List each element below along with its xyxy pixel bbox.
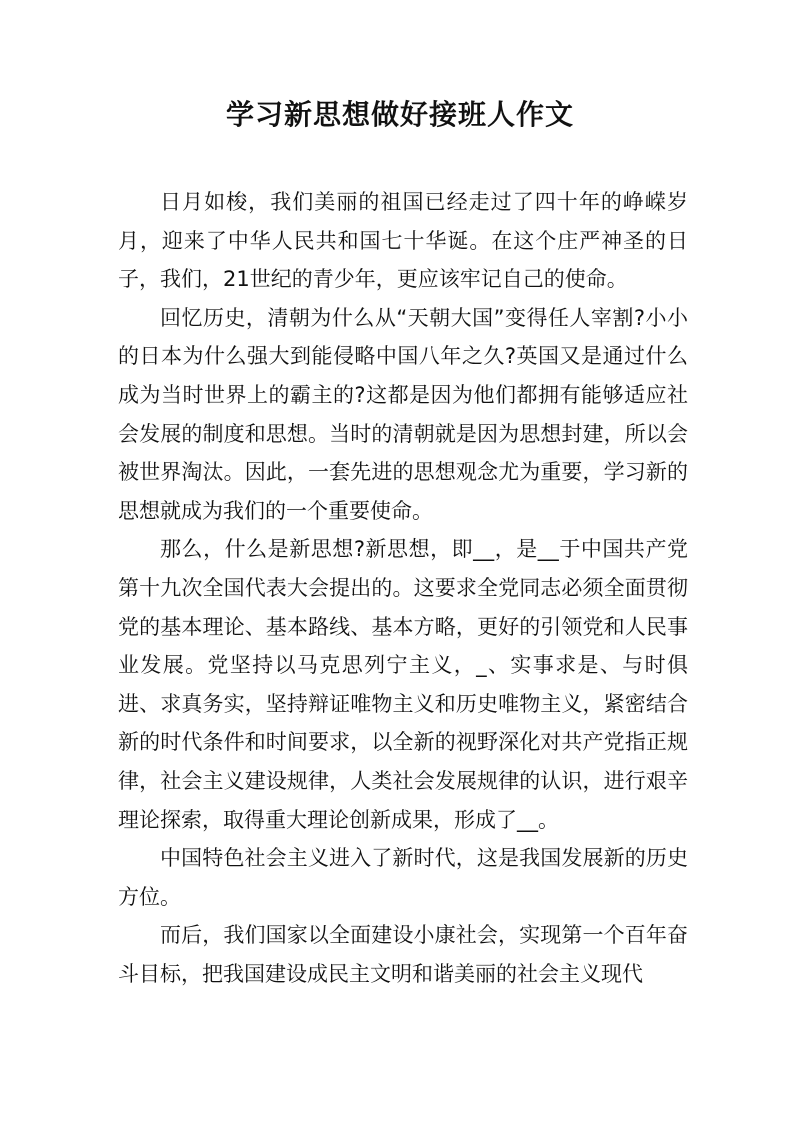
paragraph: 日月如梭，我们美丽的祖国已经走过了四十年的峥嵘岁月，迎来了中华人民共和国七十华诞。在这个庄严神圣的日子，我们，21世纪的青少年，更应该牢记自己的使命。 bbox=[118, 190, 688, 292]
paragraph: 那么，什么是新思想?新思想，即__，是__于中国共产党第十九次全国代表大会提出的。这要求全党同志必须全面贯彻党的基本理论、基本路线、基本方略，更好的引领党和人民事业发展。党坚持以马克思列宁主义，_、实事求是、与时俱进、求真务实，坚持辩证唯物主义和历史唯物主义，紧密结合新的时代条件和时间要求，以全新的视野深化对共产党指正规律，社会主义建设规律，人类社会发展规律的认识，进行艰辛理论探索，取得重大理论创新成果，形成了__。 bbox=[118, 537, 688, 832]
document-body bbox=[118, 183, 688, 993]
paragraph: 中国特色社会主义进入了新时代，这是我国发展新的历史方位。 bbox=[118, 846, 688, 909]
document-title: 学习新思想做好接班人作文 bbox=[225, 98, 574, 131]
paragraph: 回忆历史，清朝为什么从“天朝大国”变得任人宰割?小小的日本为什么强大到能侵略中国八年之久?英国又是通过什么成为当时世界上的霸主的?这都是因为他们都拥有能够适应社会发展的制度和思想。当时的清朝就是因为思想封建，所以会被世界淘汰。因此，一套先进的思想观念尤为重要，学习新的思想就成为我们的一个重要使命。 bbox=[118, 305, 688, 523]
paragraph: 而后，我们国家以全面建设小康社会，实现第一个百年奋斗目标，把我国建设成民主文明和谐美丽的社会主义现代 bbox=[118, 923, 688, 986]
